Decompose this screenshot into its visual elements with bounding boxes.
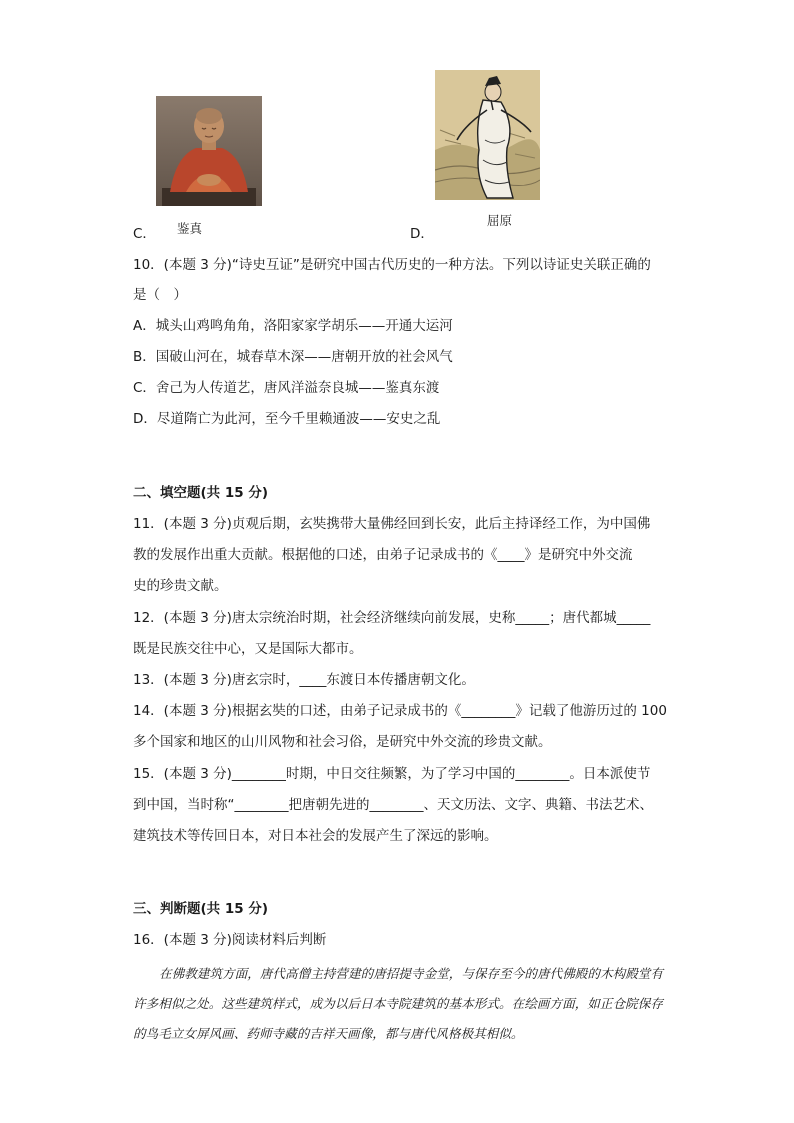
q15-line3: 建筑技术等传回日本，对日本社会的发展产生了深远的影响。 (133, 828, 498, 844)
jianzhen-caption: 鉴真 (177, 221, 203, 236)
q10-stem-line2: 是（ ） (133, 287, 187, 303)
q10-option-b: B．国破山河在，城春草木深——唐朝开放的社会风气 (133, 349, 453, 365)
q10-option-c: C．舍己为人传道艺，唐风洋溢奈良城——鉴真东渡 (133, 380, 440, 396)
q10-option-d: D．尽道隋亡为此河，至今千里赖通波——安史之乱 (133, 411, 441, 427)
q10-stem-line1: 10．(本题 3 分)“诗史互证”是研究中国古代历史的一种方法。下列以诗证史关联正确的 (133, 257, 651, 273)
q14-line1: 14．(本题 3 分)根据玄奘的口述，由弟子记录成书的《________》记载了他游历过的 100 (133, 703, 667, 719)
q15-line2: 到中国，当时称“________把唐朝先进的________、天文历法、文字、典籍、书法艺术、 (133, 797, 653, 813)
jianzhen-statue-image (156, 96, 262, 206)
q11-line3: 史的珍贵文献。 (133, 578, 228, 594)
q11-line1: 11．(本题 3 分)贞观后期，玄奘携带大量佛经回到长安，此后主持译经工作，为中国佛 (133, 516, 651, 532)
q10-option-a: A．城头山鸡鸣角角，洛阳家家学胡乐——开通大运河 (133, 318, 453, 334)
q12-line1: 12．(本题 3 分)唐太宗统治时期，社会经济继续向前发展，史称_____；唐代都城_____ (133, 610, 651, 626)
quyuan-caption: 屈原 (487, 213, 513, 228)
option-d-label: D． (410, 226, 434, 242)
quyuan-painting-image (435, 70, 540, 200)
option-c-label: C． (133, 226, 156, 242)
q16-material-passage: 在佛教建筑方面，唐代高僧主持营建的唐招提寺金堂，与保存至今的唐代佛殿的木构殿堂有许多相似之处。这些建筑样式，成为以后日本寺院建筑的基本形式。在绘画方面，如正仓院保存的鸟毛立女屏风画、药师寺藏的吉祥天画像，都与唐代风格极其相似。 (133, 966, 663, 1041)
quyuan-painting-drawing (435, 70, 540, 200)
q16-line: 16．(本题 3 分)阅读材料后判断 (133, 932, 327, 948)
q15-line1: 15．(本题 3 分)________时期，中日交往频繁，为了学习中国的________。日本派使节 (133, 766, 651, 782)
section-judgment-title: 三、判断题(共 15 分) (133, 901, 269, 917)
q13-line: 13．(本题 3 分)唐玄宗时，____东渡日本传播唐朝文化。 (133, 672, 475, 688)
jianzhen-statue-drawing (156, 96, 262, 206)
q14-line2: 多个国家和地区的山川风物和社会习俗，是研究中外交流的珍贵文献。 (133, 734, 552, 750)
section-fill-in-title: 二、填空题(共 15 分) (133, 485, 269, 501)
q12-line2: 既是民族交往中心，又是国际大都市。 (133, 641, 363, 657)
q11-line2: 教的发展作出重大贡献。根据他的口述，由弟子记录成书的《____》是研究中外交流 (133, 547, 633, 563)
